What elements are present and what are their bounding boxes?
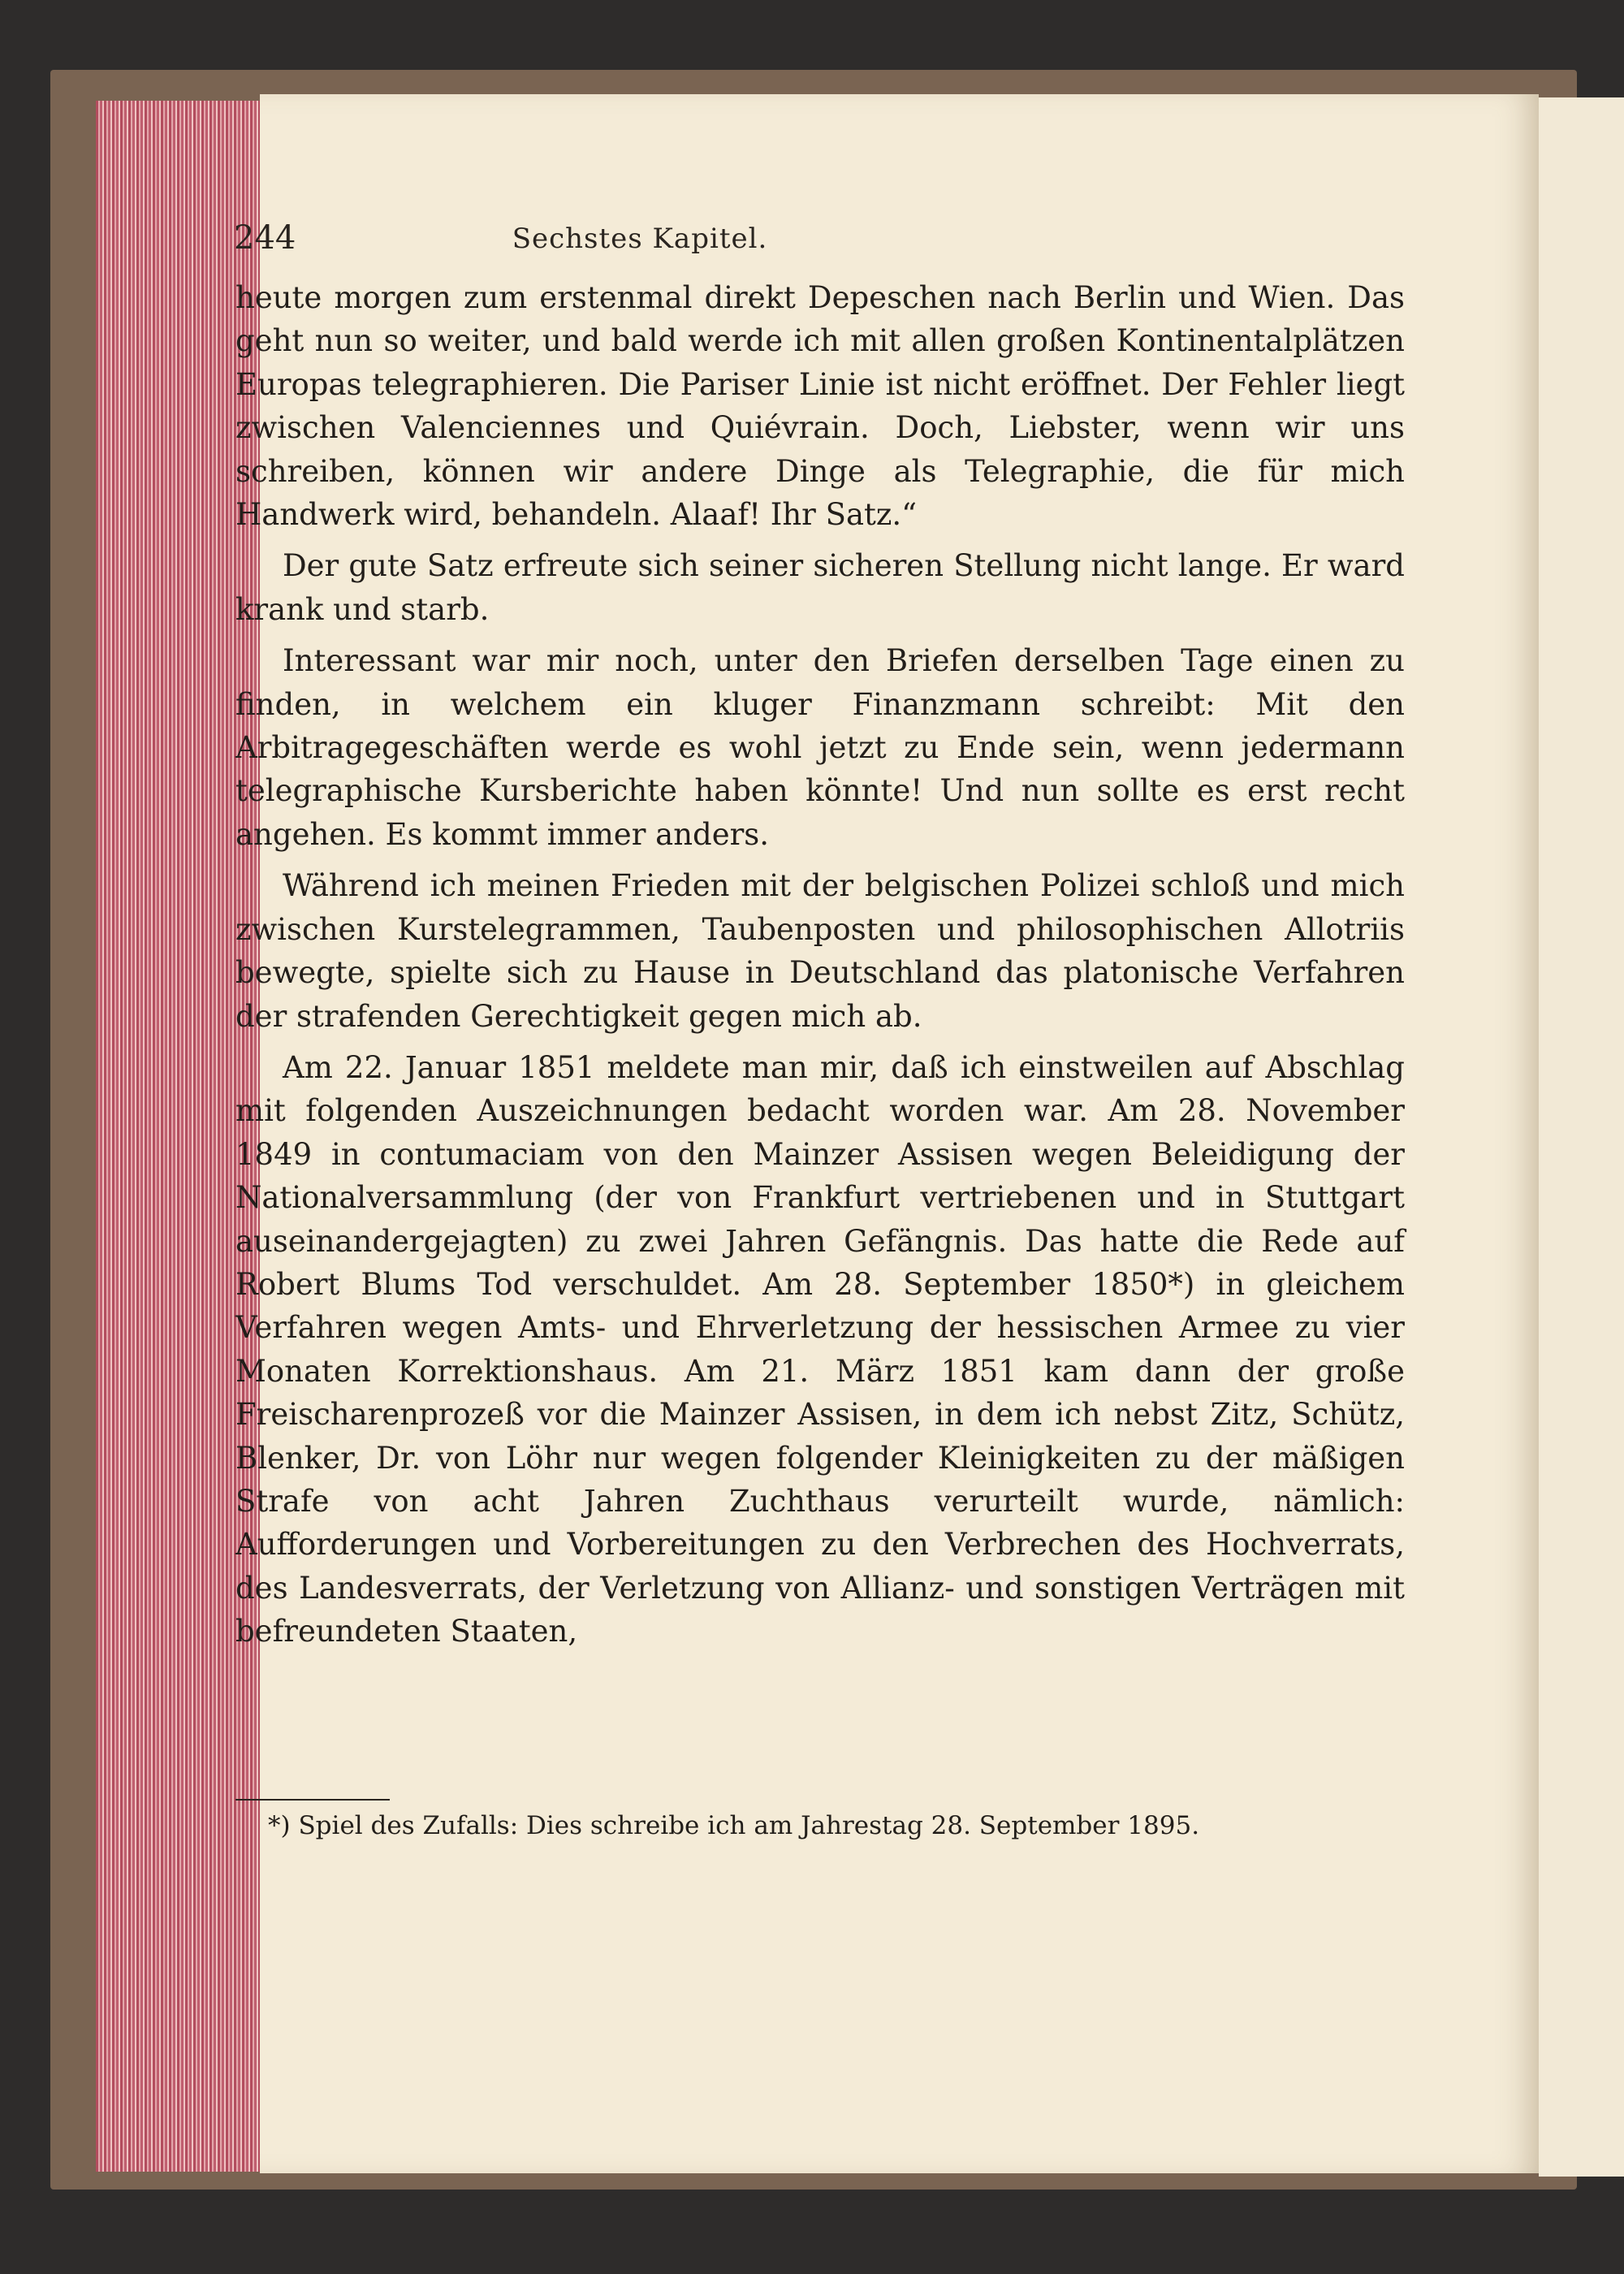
page-number: 244	[234, 219, 296, 257]
running-head: Sechstes Kapitel.	[512, 223, 768, 255]
paragraph: heute morgen zum erstenmal direkt Depeschen nach Berlin und Wien. Das geht nun so weiter, und bald werde ich mit allen großen Kontinentalplätzen Europas telegraphieren. Die Pariser Linie ist nicht eröffnet. Der Fehler liegt zwischen Valenciennes und Quiévrain. Doch, Liebster, wenn wir uns schreiben, können wir andere Dinge als Telegraphie, die für mich Handwerk wird, behandeln. Alaaf! Ihr Satz.“	[235, 280, 1405, 533]
page-header	[234, 219, 1403, 268]
footnote-rule	[235, 1799, 390, 1801]
footnote: *) Spiel des Zufalls: Dies schreibe ich am Jahrestag 28. September 1895.	[268, 1811, 1200, 1840]
paragraph: Am 22. Januar 1851 meldete man mir, daß ich einstweilen auf Abschlag mit folgenden Auszeichnungen bedacht worden war. Am 28. November 1849 in contumaciam von den Mainzer Assisen wegen Beleidigung der Nationalversammlung (der von Frankfurt vertriebenen und in Stuttgart auseinandergejagten) zu zwei Jahren Gefängnis. Das hatte die Rede auf Robert Blums Tod verschuldet. Am 28. September 1850*) in gleichem Verfahren wegen Amts- und Ehrverletzung der hessischen Armee zu vier Monaten Korrektionshaus. Am 21. März 1851 kam dann der große Freischarenprozeß vor die Mainzer Assisen, in dem ich nebst Zitz, Schütz, Blenker, Dr. von Löhr nur wegen folgender Kleinigkeiten zu der mäßigen Strafe von acht Jahren Zuchthaus verurteilt wurde, nämlich: Aufforderungen und Vorbereitungen zu den Verbrechen des Hochverrats, des Landesverrats, der Verletzung von Allianz- und sonstigen Verträgen mit befreundeten Staaten,	[235, 1049, 1405, 1649]
next-page-edge	[1539, 97, 1624, 2177]
body-text	[235, 276, 1405, 1662]
paragraph: Interessant war mir noch, unter den Briefen derselben Tage einen zu finden, in welchem ein kluger Finanzmann schreibt: Mit den Arbitragegeschäften werde es wohl jetzt zu Ende sein, wenn jedermann telegraphische Kursberichte haben könnte! Und nun sollte es erst recht angehen. Es kommt immer anders.	[235, 643, 1405, 852]
paragraph: Während ich meinen Frieden mit der belgischen Polizei schloß und mich zwischen Kurstelegrammen, Taubenposten und philosophischen Allotriis bewegte, spielte sich zu Hause in Deutschland das platonische Verfahren der strafenden Gerechtigkeit gegen mich ab.	[235, 868, 1405, 1034]
paragraph: Der gute Satz erfreute sich seiner sicheren Stellung nicht lange. Er ward krank und starb.	[235, 548, 1405, 627]
